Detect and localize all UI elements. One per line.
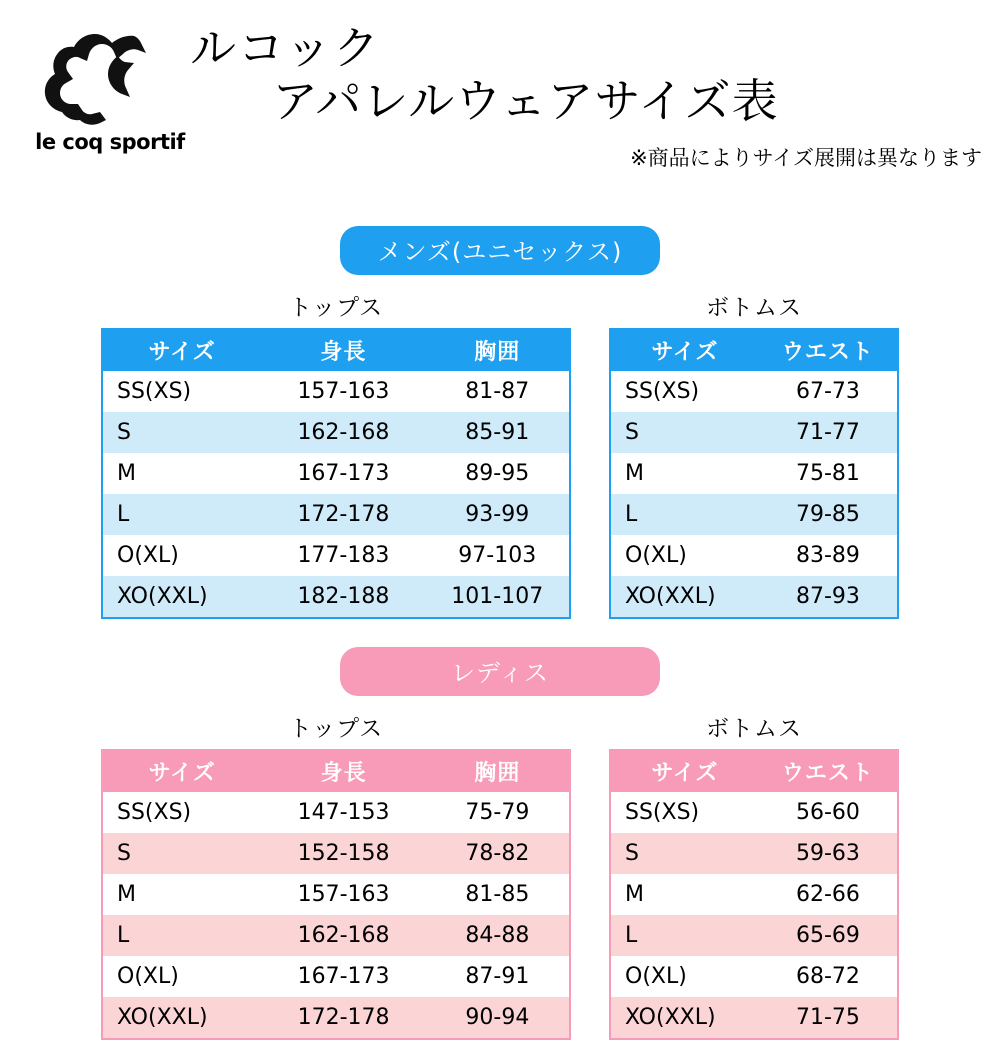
cell-size: L — [102, 494, 261, 535]
column-header: ウエスト — [759, 329, 898, 371]
cell-chest: 81-87 — [425, 371, 570, 412]
section-ladies — [0, 647, 1000, 1040]
table-header-row — [610, 329, 898, 371]
table-row — [102, 956, 570, 997]
cell-size: M — [102, 874, 261, 915]
column-header: 胸囲 — [426, 750, 570, 792]
column-header: 胸囲 — [425, 329, 570, 371]
cell-waist: 65-69 — [759, 915, 898, 956]
cell-size: S — [102, 833, 261, 874]
rooster-icon — [22, 26, 187, 126]
table-row — [610, 915, 898, 956]
cell-waist: 67-73 — [759, 371, 898, 412]
cell-size: L — [102, 915, 261, 956]
table-row — [610, 535, 898, 576]
table-row — [102, 371, 570, 412]
cell-height: 157-163 — [261, 371, 425, 412]
table-row — [610, 371, 898, 412]
table-row — [102, 915, 570, 956]
cell-size: XO(XXL) — [610, 576, 759, 618]
cell-size: M — [610, 453, 759, 494]
cell-waist: 79-85 — [759, 494, 898, 535]
cell-height: 162-168 — [261, 915, 425, 956]
section-label-mens: メンズ(ユニセックス) — [340, 226, 660, 275]
cell-waist: 56-60 — [759, 792, 898, 833]
cell-height: 162-168 — [261, 412, 425, 453]
brand-wordmark: le coq sportif — [35, 130, 185, 154]
cell-chest: 101-107 — [425, 576, 570, 618]
cell-size: SS(XS) — [610, 371, 759, 412]
section-label-ladies: レディス — [340, 647, 660, 696]
cell-waist: 75-81 — [759, 453, 898, 494]
column-header: サイズ — [102, 750, 261, 792]
cell-size: S — [610, 833, 759, 874]
page-title-line2: アパレルウェアサイズ表 — [272, 73, 779, 128]
title-note: ※商品によりサイズ展開は異なります — [630, 145, 982, 170]
table-row — [102, 833, 570, 874]
table-row — [610, 874, 898, 915]
cell-waist: 87-93 — [759, 576, 898, 618]
cell-chest: 90-94 — [426, 997, 570, 1039]
column-header: 身長 — [261, 750, 425, 792]
cell-size: XO(XXL) — [102, 997, 261, 1039]
ladies-tops-table — [101, 749, 571, 1040]
column-header: 身長 — [261, 329, 425, 371]
cell-height: 167-173 — [261, 956, 425, 997]
cell-size: SS(XS) — [610, 792, 759, 833]
cell-size: S — [610, 412, 759, 453]
table-row — [610, 792, 898, 833]
table-row — [610, 956, 898, 997]
cell-height: 172-178 — [261, 997, 425, 1039]
cell-size: SS(XS) — [102, 792, 261, 833]
table-row — [102, 874, 570, 915]
cell-height: 172-178 — [261, 494, 425, 535]
cell-waist: 68-72 — [759, 956, 898, 997]
cell-chest: 78-82 — [426, 833, 570, 874]
table-row — [610, 453, 898, 494]
table-row — [102, 453, 570, 494]
column-header: サイズ — [610, 329, 759, 371]
table-row — [102, 494, 570, 535]
ladies-bottoms-table-wrap — [609, 710, 899, 1040]
ladies-tops-caption: トップス — [288, 716, 384, 742]
cell-size: XO(XXL) — [610, 997, 759, 1039]
table-row — [610, 494, 898, 535]
cell-size: XO(XXL) — [102, 576, 261, 618]
table-row — [102, 792, 570, 833]
cell-chest: 84-88 — [426, 915, 570, 956]
mens-tables-row — [0, 289, 1000, 619]
cell-height: 177-183 — [261, 535, 425, 576]
cell-chest: 97-103 — [425, 535, 570, 576]
cell-waist: 83-89 — [759, 535, 898, 576]
table-row — [610, 412, 898, 453]
cell-height: 147-153 — [261, 792, 425, 833]
cell-chest: 81-85 — [426, 874, 570, 915]
table-row — [102, 997, 570, 1039]
cell-waist: 62-66 — [759, 874, 898, 915]
cell-waist: 71-77 — [759, 412, 898, 453]
title-block — [190, 22, 982, 172]
cell-chest: 93-99 — [425, 494, 570, 535]
table-row — [102, 535, 570, 576]
mens-bottoms-caption: ボトムス — [706, 295, 802, 321]
cell-height: 182-188 — [261, 576, 425, 618]
cell-size: O(XL) — [102, 535, 261, 576]
column-header: ウエスト — [759, 750, 898, 792]
page-title-line1: ルコック — [190, 21, 382, 75]
mens-bottoms-table — [609, 328, 899, 619]
table-row — [610, 833, 898, 874]
cell-chest: 87-91 — [426, 956, 570, 997]
cell-height: 167-173 — [261, 453, 425, 494]
cell-size: O(XL) — [610, 956, 759, 997]
table-row — [610, 576, 898, 618]
table-header-row — [102, 329, 570, 371]
mens-tops-caption: トップス — [288, 295, 384, 321]
mens-bottoms-table-wrap — [609, 289, 899, 619]
cell-size: M — [102, 453, 261, 494]
table-header-row — [102, 750, 570, 792]
table-row — [102, 576, 570, 618]
table-row — [610, 997, 898, 1039]
cell-waist: 71-75 — [759, 997, 898, 1039]
cell-chest: 89-95 — [425, 453, 570, 494]
column-header: サイズ — [610, 750, 759, 792]
cell-waist: 59-63 — [759, 833, 898, 874]
cell-size: L — [610, 915, 759, 956]
cell-size: L — [610, 494, 759, 535]
mens-tops-table — [101, 328, 571, 619]
page-header — [0, 0, 1000, 200]
cell-size: SS(XS) — [102, 371, 261, 412]
cell-height: 152-158 — [261, 833, 425, 874]
cell-size: O(XL) — [102, 956, 261, 997]
ladies-tables-row — [0, 710, 1000, 1040]
cell-size: M — [610, 874, 759, 915]
section-mens — [0, 226, 1000, 619]
mens-tops-table-wrap — [101, 289, 571, 619]
ladies-tops-table-wrap — [101, 710, 571, 1040]
le-coq-sportif-logo — [22, 26, 187, 156]
table-row — [102, 412, 570, 453]
ladies-bottoms-table — [609, 749, 899, 1040]
ladies-bottoms-caption: ボトムス — [706, 716, 802, 742]
cell-size: S — [102, 412, 261, 453]
column-header: サイズ — [102, 329, 261, 371]
cell-size: O(XL) — [610, 535, 759, 576]
cell-chest: 75-79 — [426, 792, 570, 833]
table-header-row — [610, 750, 898, 792]
cell-height: 157-163 — [261, 874, 425, 915]
cell-chest: 85-91 — [425, 412, 570, 453]
